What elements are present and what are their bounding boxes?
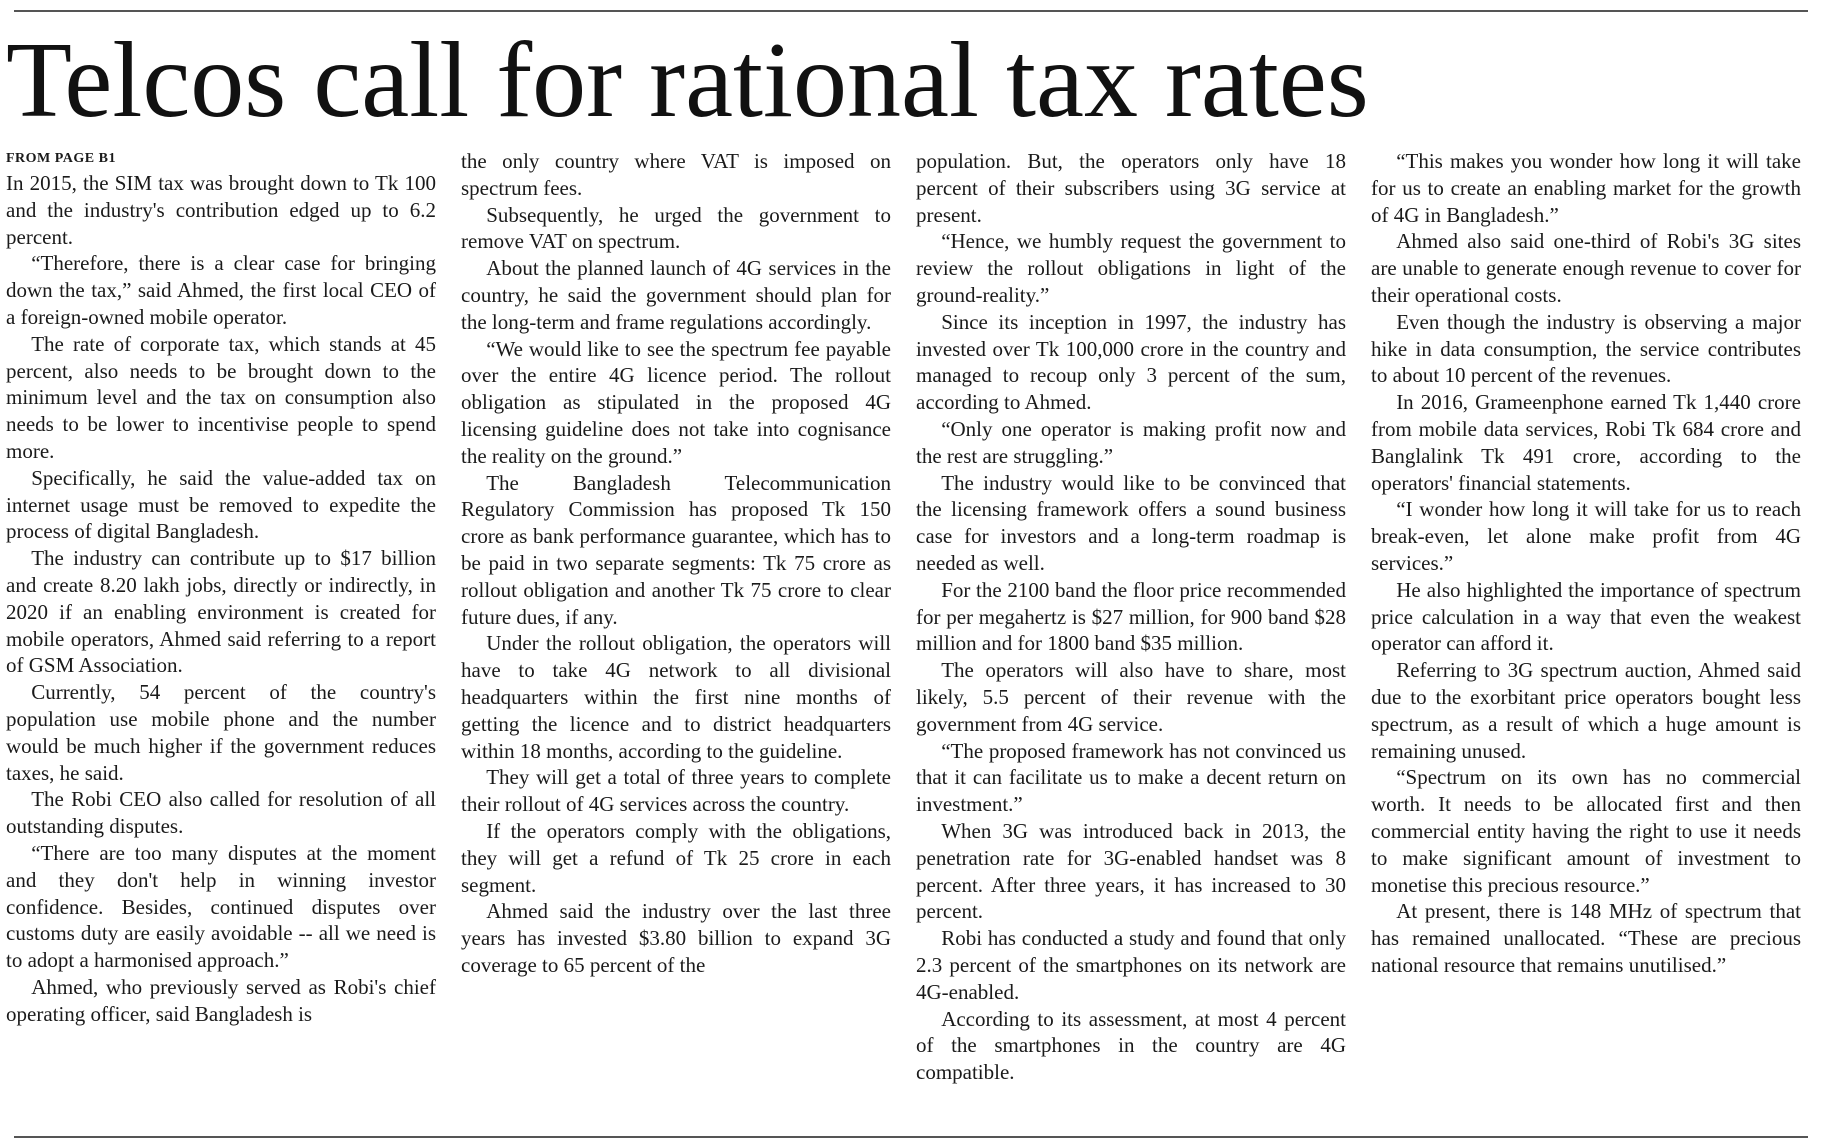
paragraph: “We would like to see the spectrum fee payable over the entire 4G licence period. The rollout obligation as stipulated in the proposed 4G licensing guideline does not take into cognisance the reality on the ground.” [461,336,891,468]
column-2 [461,148,891,1128]
bottom-rule [14,1136,1808,1138]
paragraph: When 3G was introduced back in 2013, the penetration rate for 3G-enabled handset was 8 percent. After three years, it has increased to 30 percent. [916,818,1346,924]
paragraph: Referring to 3G spectrum auction, Ahmed said due to the exorbitant price operators bought less spectrum, as a result of which a huge amount is remaining unused. [1371,658,1801,763]
paragraph: Ahmed said the industry over the last three years has invested $3.80 billion to expand 3G coverage to 65 percent of the [461,899,891,977]
paragraph: “I wonder how long it will take for us to reach break-even, let alone make profit from 4G services.” [1371,497,1801,575]
top-rule [14,10,1808,12]
paragraph: In 2015, the SIM tax was brought down to Tk 100 and the industry's contribution edged up to 6.2 percent. [6,171,436,249]
paragraph: Since its inception in 1997, the industry has invested over Tk 100,000 crore in the country and managed to recoup only 3 percent of the sum, according to Ahmed. [916,309,1346,415]
paragraph: Ahmed, who previously served as Robi's chief operating officer, said Bangladesh is [6,974,436,1026]
paragraph: “Only one operator is making profit now and the rest are struggling.” [916,416,1346,468]
paragraph: Subsequently, he urged the government to remove VAT on spectrum. [461,202,891,254]
paragraph: Currently, 54 percent of the country's population use mobile phone and the number would be much higher if the government reduces taxes, he said. [6,680,436,785]
paragraph: Specifically, he said the value-added tax on internet usage must be removed to expedite the process of digital Bangladesh. [6,465,436,544]
paragraph: Robi has conducted a study and found that only 2.3 percent of the smartphones on its network are 4G-enabled. [916,926,1346,1004]
paragraph: Ahmed also said one-third of Robi's 3G sites are unable to generate enough revenue to cover for their operational costs. [1371,229,1801,307]
paragraph: At present, there is 148 MHz of spectrum that has remained unallocated. “These are precious national resource that remains unutilised.” [1371,899,1801,977]
paragraph: He also highlighted the importance of spectrum price calculation in a way that even the weakest operator can afford it. [1371,577,1801,656]
paragraph: the only country where VAT is imposed on spectrum fees. [461,149,891,200]
paragraph: According to its assessment, at most 4 percent of the smartphones in the country are 4G compatible. [916,1006,1346,1085]
paragraph: “The proposed framework has not convinced us that it can facilitate us to make a decent return on investment.” [916,738,1346,817]
paragraph: The Robi CEO also called for resolution of all outstanding disputes. [6,787,436,839]
paragraph: For the 2100 band the floor price recommended for per megahertz is $27 million, for 900 band $28 million and for 1800 band $35 million. [916,577,1346,656]
kicker: FROM PAGE B1 [6,151,116,166]
column-1 [6,148,436,1128]
paragraph: They will get a total of three years to complete their rollout of 4G services across the country. [461,765,891,817]
paragraph: The rate of corporate tax, which stands at 45 percent, also needs to be brought down to the minimum level and the tax on consumption also needs to be lower to incentivise people to spend more. [6,331,436,463]
paragraph: The industry would like to be convinced that the licensing framework offers a sound business case for investors and a long-term roadmap is needed as well. [916,470,1346,575]
article-body [6,148,1806,1128]
headline: Telcos call for rational tax rates [6,21,1369,140]
paragraph: “This makes you wonder how long it will take for us to create an enabling market for the growth of 4G in Bangladesh.” [1371,149,1801,227]
paragraph: population. But, the operators only have 18 percent of their subscribers using 3G service at present. [916,149,1346,227]
paragraph: If the operators comply with the obligations, they will get a refund of Tk 25 crore in each segment. [461,818,891,897]
paragraph: The Bangladesh Telecommunication Regulatory Commission has proposed Tk 150 crore as bank performance guarantee, which has to be paid in two separate segments: Tk 75 crore as rollout obligation and another Tk 75 crore to clear future dues, if any. [461,470,891,629]
paragraph: “Therefore, there is a clear case for bringing down the tax,” said Ahmed, the first local CEO of a foreign-owned mobile operator. [6,251,436,329]
paragraph: “Hence, we humbly request the government to review the rollout obligations in light of the ground-reality.” [916,229,1346,307]
paragraph: In 2016, Grameenphone earned Tk 1,440 crore from mobile data services, Robi Tk 684 crore and Banglalink Tk 491 crore, according to the operators' financial statements. [1371,390,1801,495]
paragraph: The operators will also have to share, most likely, 5.5 percent of their revenue with the government from 4G service. [916,658,1346,736]
paragraph: Even though the industry is observing a major hike in data consumption, the service contributes to about 10 percent of the revenues. [1371,309,1801,388]
column-4 [1371,148,1801,1128]
paragraph: The industry can contribute up to $17 billion and create 8.20 lakh jobs, directly or indirectly, in 2020 if an enabling environment is created for mobile operators, Ahmed said referring to a report of GSM Association. [6,546,436,678]
paragraph: Under the rollout obligation, the operators will have to take 4G network to all divisional headquarters within the first nine months of getting the licence and to district headquarters within 18 months, according to the guideline. [461,631,891,763]
column-3 [916,148,1346,1128]
paragraph: “Spectrum on its own has no commercial worth. It needs to be allocated first and then commercial entity having the right to use it needs to make significant amount of investment to monetise this precious resource.” [1371,765,1801,897]
paragraph: About the planned launch of 4G services in the country, he said the government should plan for the long-term and frame regulations accordingly. [461,256,891,334]
paragraph: “There are too many disputes at the moment and they don't help in winning investor confidence. Besides, continued disputes over customs duty are easily avoidable -- all we need is to adopt a harmonised approach.” [6,840,436,973]
